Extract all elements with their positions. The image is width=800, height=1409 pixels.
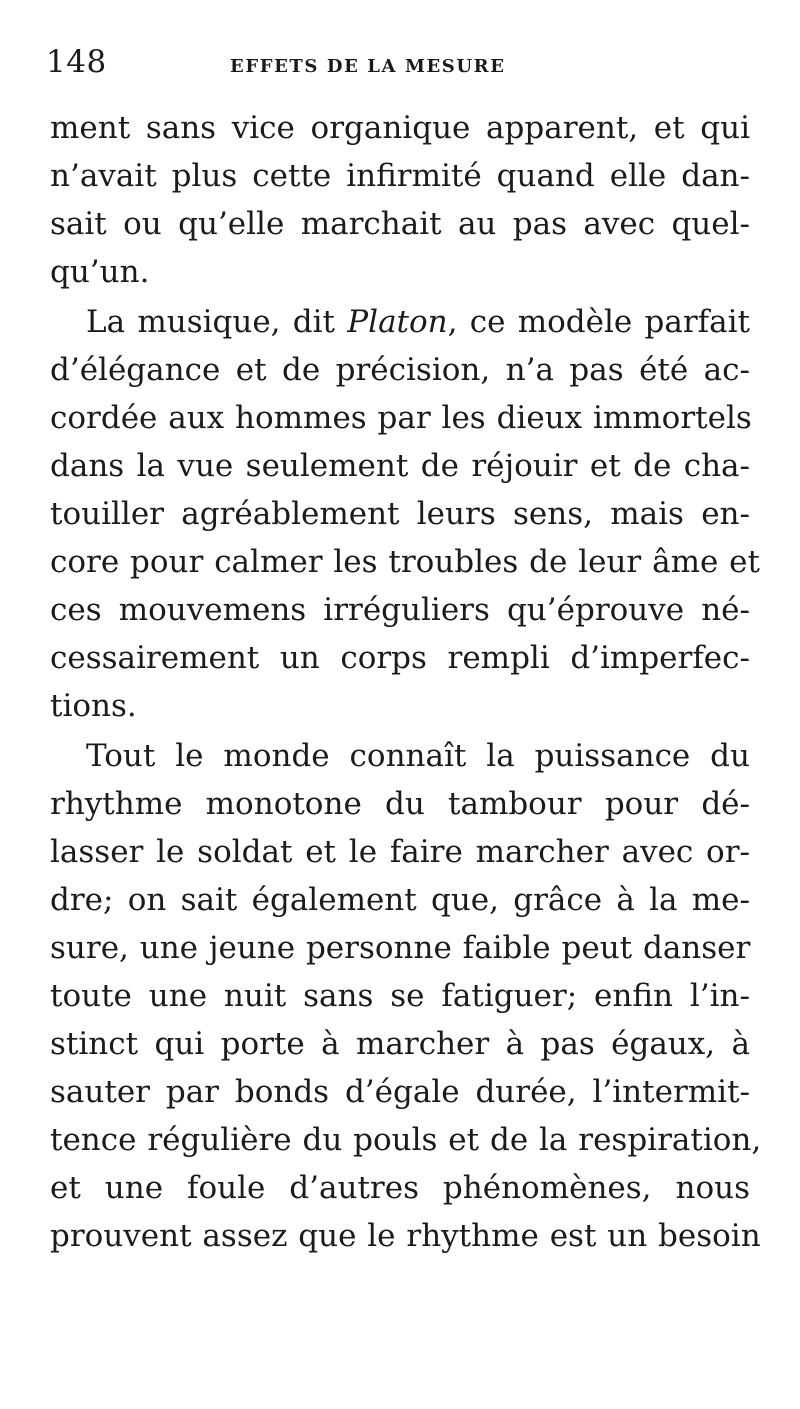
text-line: cessairement un corps rempli d’imperfec- <box>50 640 750 676</box>
page-header <box>46 44 746 94</box>
text-line: toute une nuit sans se fatiguer; enfin l’in- <box>50 978 750 1014</box>
text-line: cordée aux hommes par les dieux immortels <box>50 400 752 436</box>
paragraph-3 <box>50 732 762 1260</box>
text-line: n’avait plus cette infirmité quand elle dan- <box>50 158 750 194</box>
text-line: sure, une jeune personne faible peut danser <box>50 930 751 966</box>
page-number: 148 <box>46 44 107 80</box>
text-fragment: , ce modèle parfait <box>447 304 750 340</box>
italic-name: Platon <box>347 304 448 340</box>
text-line <box>50 298 750 346</box>
text-line: dre; on sait également que, grâce à la me- <box>50 882 750 918</box>
text-line: Tout le monde connaît la puissance du <box>86 738 750 774</box>
text-line: sauter par bonds d’égale durée, l’intermit- <box>50 1074 750 1110</box>
text-line: core pour calmer les troubles de leur âme et <box>50 544 760 580</box>
text-line: ment sans vice organique apparent, et qui <box>50 110 750 146</box>
text-line: rhythme monotone du tambour pour dé- <box>50 786 750 822</box>
text-line: tence régulière du pouls et de la respiration, <box>50 1122 762 1158</box>
text-line: d’élégance et de précision, n’a pas été ac- <box>50 352 750 388</box>
running-title: EFFETS DE LA MESURE <box>230 56 506 77</box>
text-line: qu’un. <box>50 254 150 290</box>
text-line: prouvent assez que le rhythme est un besoin <box>50 1218 761 1254</box>
body-text <box>50 104 762 1260</box>
text-line: dans la vue seulement de réjouir et de cha- <box>50 448 750 484</box>
text-line: touiller agréablement leurs sens, mais en- <box>50 496 750 532</box>
text-line: ces mouvemens irréguliers qu’éprouve né- <box>50 592 750 628</box>
text-fragment: La musique, dit <box>86 304 348 340</box>
text-line: tions. <box>50 688 137 724</box>
text-line: lasser le soldat et le faire marcher avec or- <box>50 834 750 870</box>
text-line: sait ou qu’elle marchait au pas avec quel- <box>50 206 750 242</box>
text-line: stinct qui porte à marcher à pas égaux, à <box>50 1026 750 1062</box>
paragraph-1 <box>50 104 750 296</box>
text-line: et une foule d’autres phénomènes, nous <box>50 1170 750 1206</box>
paragraph-2 <box>50 298 760 730</box>
